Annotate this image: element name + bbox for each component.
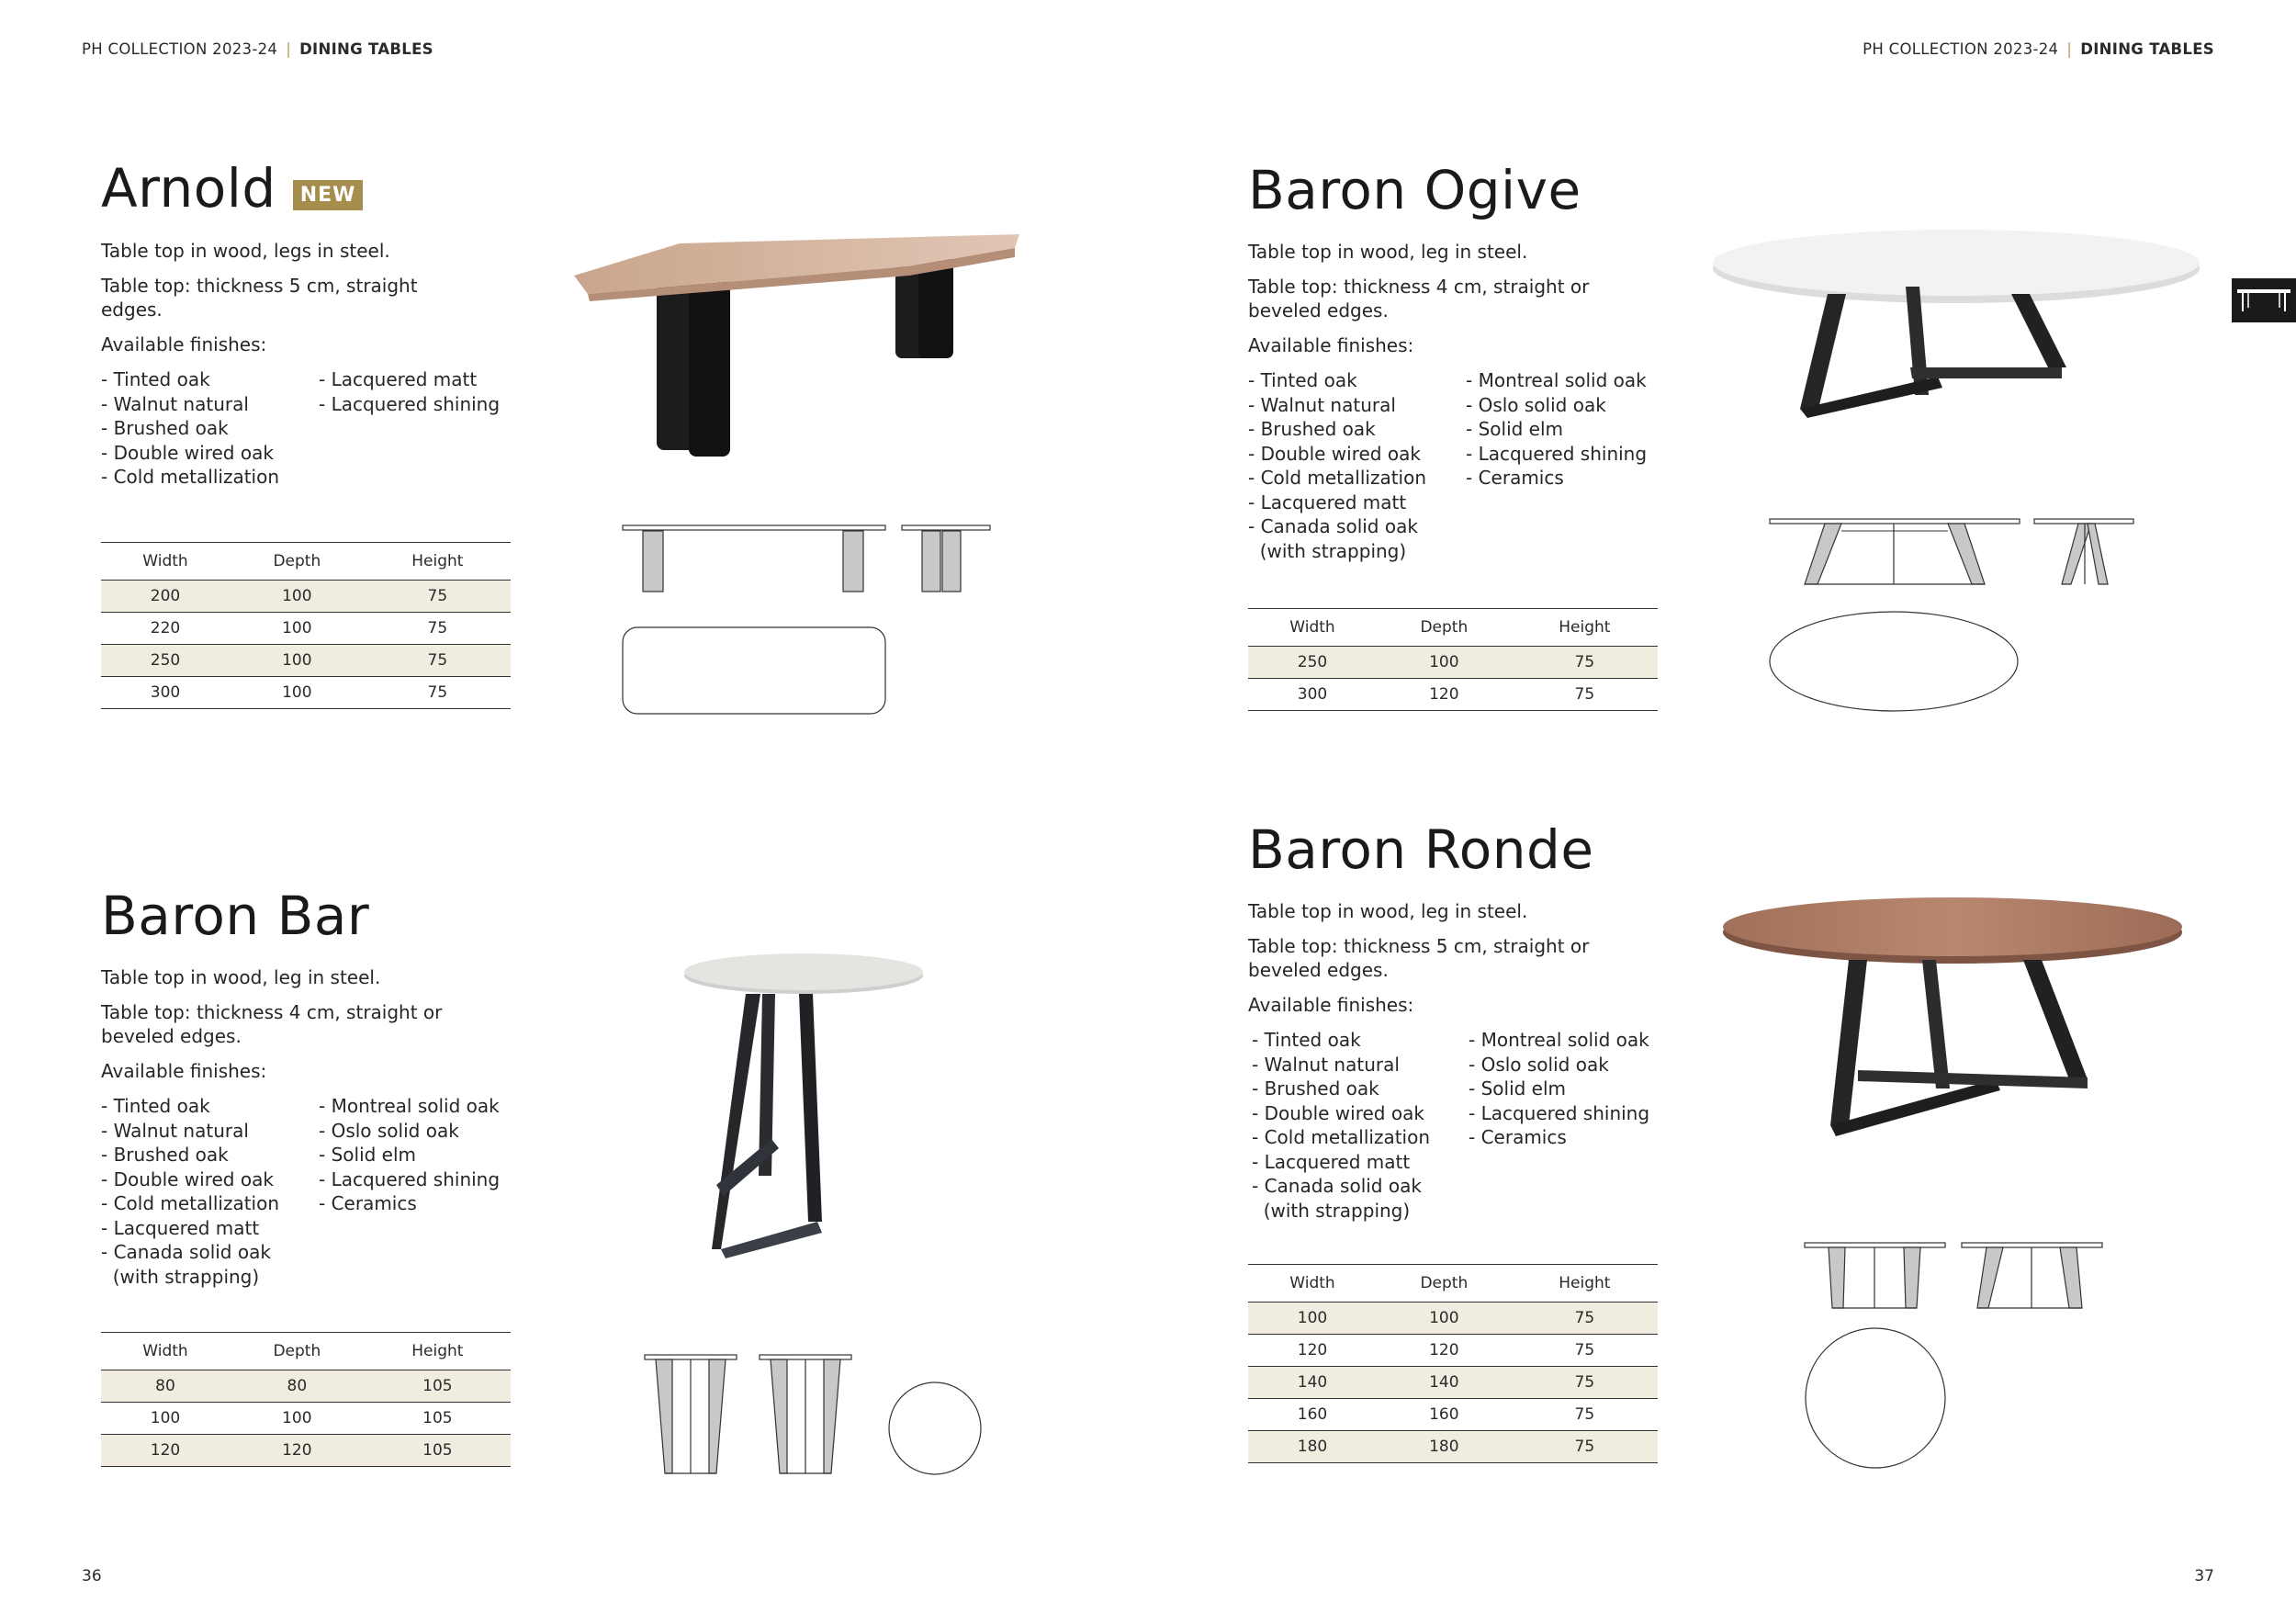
finish-item: - Lacquered shining	[319, 392, 501, 415]
finish-item: - Cold metallization	[1248, 467, 1427, 489]
column-header: Height	[1512, 1265, 1658, 1303]
table-row	[1248, 1431, 1658, 1463]
table-row	[1248, 1303, 1658, 1335]
finish-item: - Montreal solid oak	[1466, 369, 1647, 391]
finishes-list	[101, 1094, 501, 1289]
table-cell: 120	[1377, 1335, 1512, 1367]
column-header: Height	[365, 543, 511, 581]
column-header: Width	[101, 543, 230, 581]
finish-item: - Oslo solid oak	[1469, 1053, 1609, 1076]
finish-item: - Lacquered matt	[101, 1216, 260, 1239]
finishes-label: Available finishes:	[101, 333, 267, 355]
finish-item: - Brushed oak	[101, 417, 229, 439]
page-number-right: 37	[2194, 1567, 2214, 1585]
finish-item: - Lacquered matt	[1248, 491, 1407, 513]
table-cell: 140	[1377, 1367, 1512, 1399]
finish-item: - Walnut natural	[101, 392, 249, 415]
table-cell: 220	[101, 613, 230, 645]
thickness-text: Table top: thickness 5 cm, straight edges.	[101, 275, 418, 321]
baron-ronde-technical-drawing	[1803, 1238, 2115, 1486]
material-text: Table top in wood, legs in steel.	[101, 240, 390, 262]
finish-item: - Canada solid oak	[1248, 515, 1418, 537]
baron-bar-product-photo	[680, 946, 937, 1277]
table-cell: 120	[1248, 1335, 1377, 1367]
product-description-arnold	[101, 239, 501, 490]
table-row	[1248, 1367, 1658, 1399]
table-row	[1248, 1399, 1658, 1431]
arnold-technical-drawing	[621, 524, 1007, 735]
finish-item: - Solid elm	[319, 1144, 417, 1166]
finishes-column	[1248, 1028, 1430, 1223]
finishes-column	[1469, 1028, 1649, 1150]
arnold-product-photo	[569, 225, 1029, 473]
finish-item: - Canada solid oak	[101, 1241, 271, 1263]
section-name: DINING TABLES	[2080, 40, 2214, 58]
table-row	[101, 581, 511, 613]
finish-item: - Tinted oak	[1248, 369, 1357, 391]
finish-item: - Tinted oak	[101, 368, 210, 390]
product-title-baron-bar	[101, 885, 370, 947]
finish-item: - Tinted oak	[101, 1095, 210, 1117]
finish-item: - Solid elm	[1466, 418, 1564, 440]
baron-bar-technical-drawing	[643, 1350, 992, 1488]
table-row	[1248, 647, 1658, 679]
table-cell: 250	[1248, 647, 1377, 679]
table-cell: 120	[230, 1435, 365, 1467]
table-cell: 75	[1512, 1367, 1658, 1399]
column-header: Height	[365, 1333, 511, 1370]
table-cell: 160	[1248, 1399, 1377, 1431]
product-name: Baron Ronde	[1248, 818, 1594, 881]
finish-item: (with strapping)	[1248, 539, 1407, 562]
product-description-baron-ronde	[1248, 899, 1650, 1223]
baron-ogive-technical-drawing	[1768, 514, 2154, 726]
finish-item: - Double wired oak	[101, 1167, 274, 1190]
table-header-row	[101, 543, 511, 581]
table-cell: 75	[365, 645, 511, 677]
product-name: Arnold	[101, 157, 276, 220]
finish-item: - Walnut natural	[1252, 1053, 1400, 1076]
finish-item: - Ceramics	[1469, 1126, 1567, 1148]
section-name: DINING TABLES	[299, 40, 433, 58]
running-header-left	[82, 40, 433, 58]
table-row	[1248, 1335, 1658, 1367]
table-cell: 105	[365, 1370, 511, 1403]
finish-item: - Lacquered matt	[1252, 1150, 1411, 1173]
column-header: Depth	[1377, 609, 1512, 647]
finishes-label: Available finishes:	[1248, 334, 1414, 356]
product-description-baron-bar	[101, 965, 501, 1289]
finish-item: - Cold metallization	[1252, 1126, 1431, 1148]
table-cell: 100	[101, 1403, 230, 1435]
collection-name: PH COLLECTION 2023-24	[1863, 40, 2059, 58]
finishes-column	[319, 1094, 500, 1216]
table-cell: 100	[230, 677, 365, 709]
table-cell: 180	[1248, 1431, 1377, 1463]
finishes-label: Available finishes:	[101, 1060, 267, 1082]
table-cell: 75	[365, 581, 511, 613]
finishes-list	[101, 367, 501, 490]
table-cell: 100	[1377, 1303, 1512, 1335]
finish-item: - Canada solid oak	[1252, 1175, 1422, 1197]
header-separator: |	[286, 40, 292, 58]
table-cell: 75	[1512, 1303, 1658, 1335]
table-cell: 100	[1248, 1303, 1377, 1335]
dimensions-table-arnold	[101, 542, 511, 709]
table-cell: 100	[1377, 647, 1512, 679]
table-cell: 75	[1512, 679, 1658, 711]
finish-item: - Walnut natural	[101, 1119, 249, 1142]
table-cell: 200	[101, 581, 230, 613]
finish-item: (with strapping)	[101, 1265, 260, 1288]
table-cell: 160	[1377, 1399, 1512, 1431]
finish-item: - Cold metallization	[101, 466, 280, 488]
header-separator: |	[2066, 40, 2073, 58]
table-cell: 100	[230, 613, 365, 645]
table-cell: 140	[1248, 1367, 1377, 1399]
thickness-text: Table top: thickness 5 cm, straight or beveled edges.	[1248, 935, 1590, 981]
finish-item: - Montreal solid oak	[319, 1095, 500, 1117]
table-header-row	[101, 1333, 511, 1370]
table-cell: 100	[230, 581, 365, 613]
table-header-row	[1248, 1265, 1658, 1303]
material-text: Table top in wood, leg in steel.	[101, 966, 381, 988]
finish-item: - Lacquered shining	[1469, 1101, 1650, 1124]
finish-item: - Brushed oak	[1248, 418, 1376, 440]
new-badge: NEW	[293, 180, 364, 210]
finish-item: - Cold metallization	[101, 1192, 280, 1214]
finishes-label: Available finishes:	[1248, 994, 1414, 1016]
product-title-arnold	[101, 157, 363, 220]
product-title-baron-ronde	[1248, 818, 1594, 881]
table-row	[101, 677, 511, 709]
finishes-list	[1248, 1028, 1650, 1223]
table-cell: 80	[101, 1370, 230, 1403]
finish-item: - Walnut natural	[1248, 393, 1396, 416]
thickness-text: Table top: thickness 4 cm, straight or beveled edges.	[1248, 276, 1590, 321]
collection-name: PH COLLECTION 2023-24	[82, 40, 278, 58]
table-cell: 105	[365, 1403, 511, 1435]
table-row	[101, 645, 511, 677]
finish-item: - Brushed oak	[1252, 1077, 1379, 1100]
finish-item: (with strapping)	[1252, 1199, 1411, 1222]
table-cell: 75	[1512, 1399, 1658, 1431]
finish-item: - Montreal solid oak	[1469, 1029, 1649, 1051]
table-cell: 75	[1512, 1431, 1658, 1463]
column-header: Width	[1248, 1265, 1377, 1303]
table-row	[101, 613, 511, 645]
column-header: Width	[101, 1333, 230, 1370]
finish-item: - Double wired oak	[1248, 442, 1421, 465]
column-header: Depth	[1377, 1265, 1512, 1303]
table-cell: 180	[1377, 1431, 1512, 1463]
finish-item: - Lacquered shining	[319, 1167, 501, 1190]
dimensions-table-baron-bar	[101, 1332, 511, 1467]
finishes-column	[319, 367, 500, 416]
finish-item: - Brushed oak	[101, 1144, 229, 1166]
running-header-right	[1863, 40, 2214, 58]
finish-item: - Tinted oak	[1252, 1029, 1361, 1051]
finishes-column	[1248, 368, 1426, 563]
baron-ronde-product-photo	[1720, 896, 2189, 1144]
column-header: Width	[1248, 609, 1377, 647]
table-cell: 120	[1377, 679, 1512, 711]
finish-item: - Lacquered shining	[1466, 442, 1648, 465]
material-text: Table top in wood, leg in steel.	[1248, 900, 1528, 922]
product-description-baron-ogive	[1248, 240, 1648, 563]
finishes-column	[1466, 368, 1647, 491]
table-cell: 250	[101, 645, 230, 677]
dimensions-table-baron-ogive	[1248, 608, 1658, 711]
table-cell: 75	[365, 613, 511, 645]
thickness-text: Table top: thickness 4 cm, straight or beveled edges.	[101, 1001, 443, 1047]
table-header-row	[1248, 609, 1658, 647]
column-header: Height	[1512, 609, 1658, 647]
finish-item: - Double wired oak	[1252, 1101, 1424, 1124]
product-name: Baron Ogive	[1248, 159, 1581, 221]
table-cell: 80	[230, 1370, 365, 1403]
material-text: Table top in wood, leg in steel.	[1248, 241, 1528, 263]
table-cell: 75	[365, 677, 511, 709]
table-row	[1248, 679, 1658, 711]
table-cell: 75	[1512, 647, 1658, 679]
table-row	[101, 1435, 511, 1467]
page-number-left: 36	[82, 1567, 102, 1585]
column-header: Depth	[230, 543, 365, 581]
column-header: Depth	[230, 1333, 365, 1370]
table-section-icon[interactable]	[2232, 278, 2296, 322]
finish-item: - Lacquered matt	[319, 368, 478, 390]
finish-item: - Ceramics	[1466, 467, 1564, 489]
table-cell: 100	[230, 645, 365, 677]
table-row	[101, 1403, 511, 1435]
finish-item: - Ceramics	[319, 1192, 417, 1214]
dimensions-table-baron-ronde	[1248, 1264, 1658, 1463]
finishes-column	[101, 1094, 279, 1289]
table-cell: 300	[1248, 679, 1377, 711]
table-cell: 75	[1512, 1335, 1658, 1367]
table-row	[101, 1370, 511, 1403]
table-cell: 300	[101, 677, 230, 709]
finishes-column	[101, 367, 279, 490]
baron-ogive-product-photo	[1708, 230, 2204, 423]
product-title-baron-ogive	[1248, 159, 1581, 221]
finish-item: - Double wired oak	[101, 441, 274, 464]
finish-item: - Solid elm	[1469, 1077, 1567, 1100]
finishes-list	[1248, 368, 1648, 563]
finish-item: - Oslo solid oak	[319, 1119, 459, 1142]
table-cell: 105	[365, 1435, 511, 1467]
finish-item: - Oslo solid oak	[1466, 393, 1606, 416]
table-cell: 120	[101, 1435, 230, 1467]
table-cell: 100	[230, 1403, 365, 1435]
product-name: Baron Bar	[101, 885, 370, 947]
